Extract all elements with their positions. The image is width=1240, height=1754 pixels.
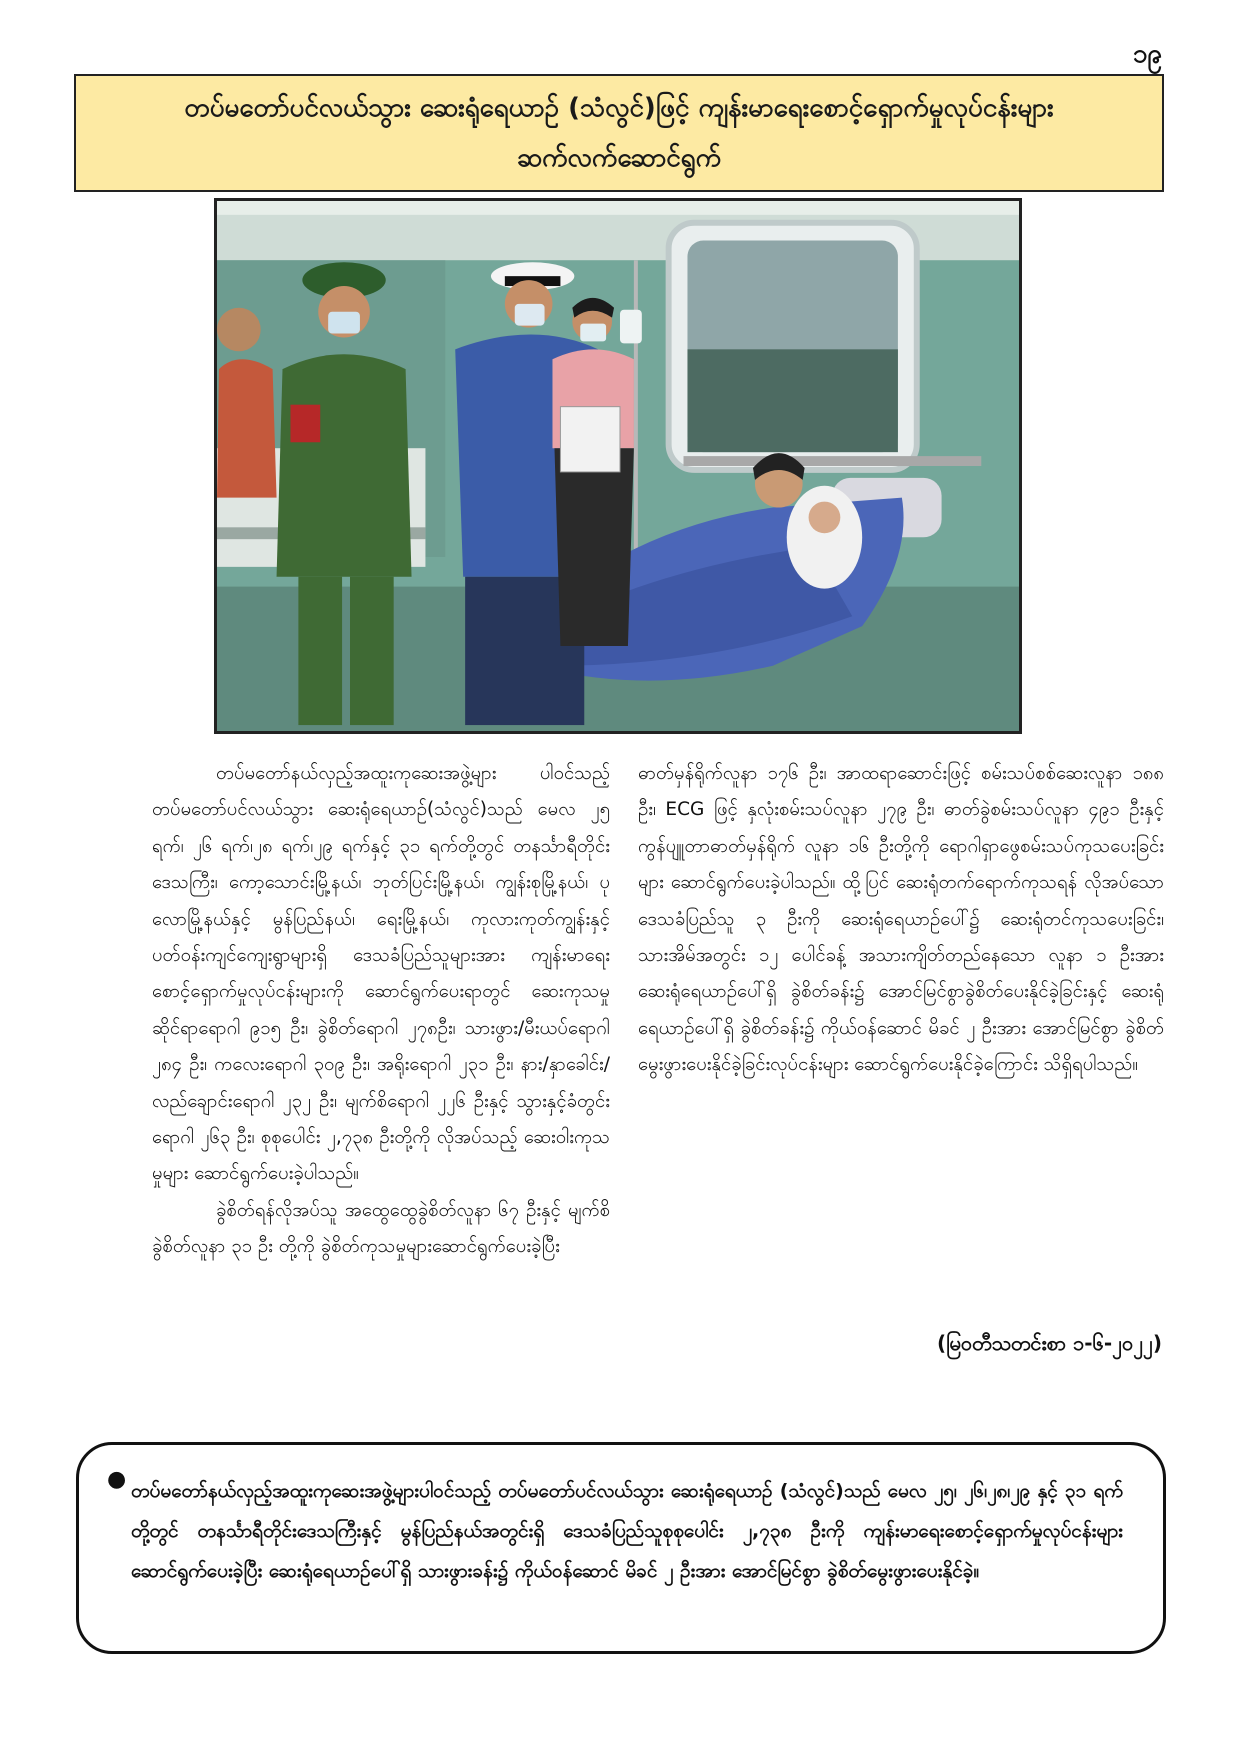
article-body-right-column (638, 756, 1164, 1084)
article-paragraph-2: ခွဲစိတ်ရန်လိုအပ်သူ အထွေထွေခွဲစိတ်လူနာ ၆၇ ဦးနှင့် မျက်စိခွဲစိတ်လူနာ ၃၁ ဦး တို့ကို ခွဲစိတ်ကုသမှုများဆောင်ရွက်ပေးခဲ့ပြီး (152, 1199, 610, 1258)
summary-box (76, 1442, 1166, 1654)
source-citation: (မြဝတီသတင်းစာ ၁-၆-၂၀၂၂) (936, 1331, 1162, 1355)
summary-text: တပ်မတော်နယ်လှည့်အထူးကုဆေးအဖွဲ့များပါဝင်သည့် တပ်မတော်ပင်လယ်သွား ဆေးရုံရေယာဉ် (သံလွင်)သည် မေလ ၂၅၊ ၂၆၊၂၈၊၂၉ နှင့် ၃၁ ရက်တို့တွင် တနင်္သာရီတိုင်းဒေသကြီးနှင့် မွန်ပြည်နယ်အတွင်းရှိ ဒေသခံပြည်သူစုစုပေါင်း ၂,၇၃၈ ဦးကို ကျန်းမာရေးစောင့်ရှောက်မှုလုပ်ငန်းများ ဆောင်ရွက်ပေးခဲ့ပြီး ဆေးရုံရေယာဉ်ပေါ်ရှိ သားဖွားခန်း၌ ကိုယ်ဝန်ဆောင် မိခင် ၂ ဦးအား အောင်မြင်စွာ ခွဲစိတ်မွေးဖွားပေးနိုင်ခဲ့။ (131, 1480, 1123, 1582)
article-title-box (74, 74, 1164, 192)
hospital-ship-ward-photo-icon (217, 201, 1019, 731)
article-photo (214, 198, 1022, 734)
article-title-line-1: တပ်မတော်ပင်လယ်သွား ဆေးရုံရေယာဉ် (သံလွင်)ဖြင့် ကျန်းမာရေးစောင့်ရှောက်မှုလုပ်ငန်းများ (184, 93, 1054, 123)
article-title-line-2: ဆက်လက်ဆောင်ရွက် (516, 143, 722, 173)
article-paragraph-1: တပ်မတော်နယ်လှည့်အထူးကုဆေးအဖွဲ့များ ပါဝင်သည့် တပ်မတော်ပင်လယ်သွား ဆေးရုံရေယာဉ်(သံလွင်)သည် မေလ ၂၅ ရက်၊ ၂၆ ရက်၊၂၈ ရက်၊၂၉ ရက်နှင့် ၃၁ ရက်တို့တွင် တနင်္သာရီတိုင်းဒေသကြီး၊ ကော့သောင်းမြို့နယ်၊ ဘုတ်ပြင်းမြို့နယ်၊ ကျွန်းစုမြို့နယ်၊ ပုလောမြို့နယ်နှင့် မွန်ပြည်နယ်၊ ရေးမြို့နယ်၊ ကုလားကုတ်ကျွန်းနှင့် ပတ်ဝန်းကျင်ကျေးရွာများရှိ ဒေသခံပြည်သူများအား ကျန်းမာရေးစောင့်ရှောက်မှုလုပ်ငန်းများကို ဆောင်ရွက်ပေးရာတွင် ဆေးကုသမှုဆိုင်ရာရောဂါ ၉၁၅ ဦး၊ ခွဲစိတ်ရောဂါ ၂၇၈ဦး၊ သားဖွား/မီးယပ်ရောဂါ ၂၈၄ ဦး၊ ကလေးရောဂါ ၃၀၉ ဦး၊ အရိုးရောဂါ ၂၃၁ ဦး၊ နား/နှာခေါင်း/လည်ချောင်းရောဂါ ၂၃၂ ဦး၊ မျက်စိရောဂါ ၂၂၆ ဦးနှင့် သွားနှင့်ခံတွင်းရောဂါ ၂၆၃ ဦး၊ စုစုပေါင်း ၂,၇၃၈ ဦးတို့ကို လိုအပ်သည့် ဆေးဝါးကုသမှုများ ဆောင်ရွက်ပေးခဲ့ပါသည်။ (152, 763, 610, 1185)
article-body-left-column (152, 756, 610, 1266)
page-number: ၁၉ (1132, 39, 1162, 69)
article-paragraph-2-continued: ဓာတ်မှန်ရိုက်လူနာ ၁၇၆ ဦး၊ အာထရာဆောင်းဖြင့် စမ်းသပ်စစ်ဆေးလူနာ ၁၈၈ ဦး၊ ECG ဖြင့် နှလုံးစမ်းသပ်လူနာ ၂၇၉ ဦး၊ ဓာတ်ခွဲစမ်းသပ်လူနာ ၄၉၁ ဦးနှင့် ကွန်ပျူတာဓာတ်မှန်ရိုက် လူနာ ၁၆ ဦးတို့ကို ရောဂါရှာဖွေစမ်းသပ်ကုသပေးခြင်းများ ဆောင်ရွက်ပေးခဲ့ပါသည်။ ထို့ပြင် ဆေးရုံတက်ရောက်ကုသရန် လိုအပ်သော ဒေသခံပြည်သူ ၃ ဦးကို ဆေးရုံရေယာဉ်ပေါ်၌ ဆေးရုံတင်ကုသပေးခြင်း၊ သားအိမ်အတွင်း ၁၂ ပေါင်ခန့် အသားကျိတ်တည်နေသော လူနာ ၁ ဦးအား ဆေးရုံရေယာဉ်ပေါ်ရှိ ခွဲစိတ်ခန်း၌ အောင်မြင်စွာခွဲစိတ်ပေးနိုင်ခဲ့ခြင်းနှင့် ဆေးရုံရေယာဉ်ပေါ်ရှိ ခွဲစိတ်ခန်း၌ ကိုယ်ဝန်ဆောင် မိခင် ၂ ဦးအား အောင်မြင်စွာ ခွဲစိတ်မွေးဖွားပေးနိုင်ခဲ့ခြင်းလုပ်ငန်းများ ဆောင်ရွက်ပေးနိုင်ခဲ့ကြောင်း သိရှိရပါသည်။ (638, 763, 1164, 1076)
bullet-icon: ● (107, 1467, 127, 1492)
